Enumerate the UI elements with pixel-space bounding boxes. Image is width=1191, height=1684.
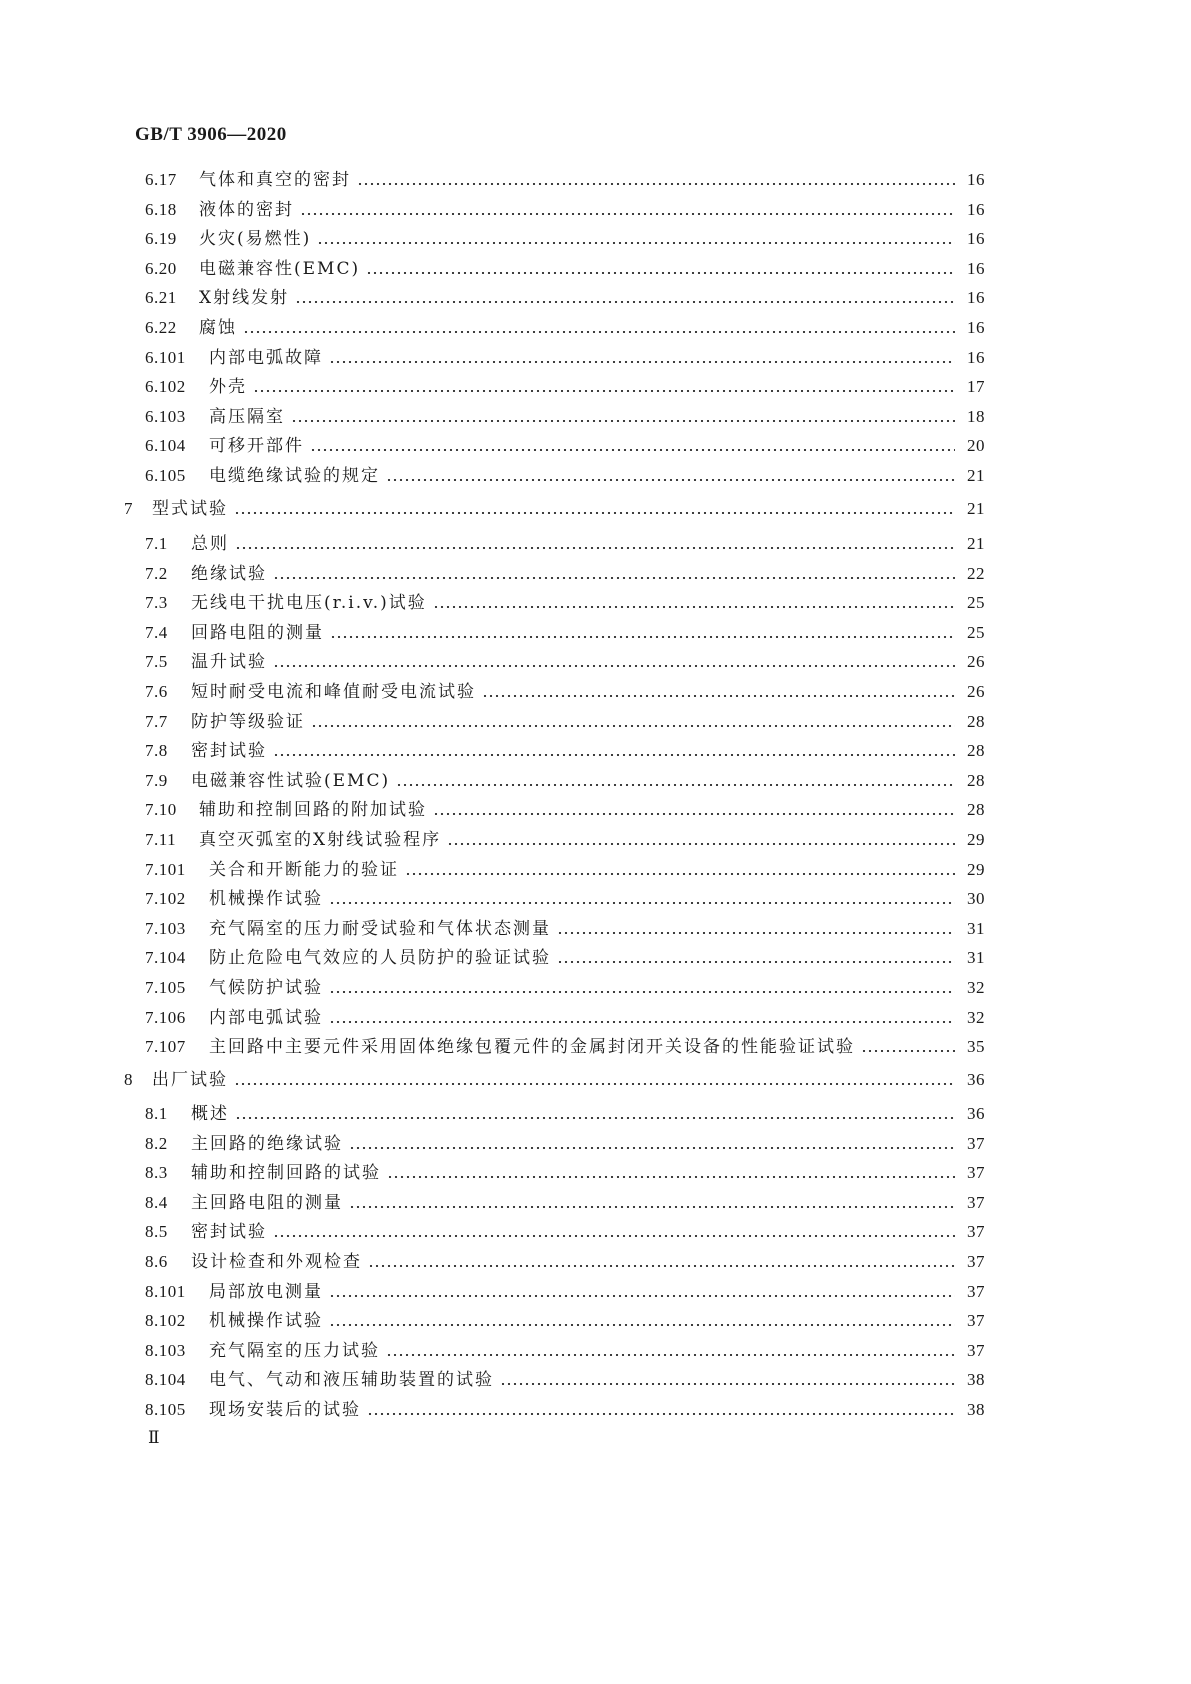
toc-entry-number: 7.3	[145, 593, 168, 613]
toc-entry[interactable]	[124, 1066, 985, 1094]
toc-entry-title: 充气隔室的压力耐受试验和气体状态测量	[209, 918, 551, 939]
toc-entry[interactable]	[145, 530, 985, 558]
toc-entry[interactable]	[145, 737, 985, 765]
toc-entry-title: 高压隔室	[209, 406, 285, 427]
toc-entry[interactable]	[145, 1100, 985, 1128]
toc-entry-page: 21	[967, 466, 985, 485]
toc-entry-page: 25	[967, 593, 985, 613]
toc-entry-title: 防止危险电气效应的人员防护的验证试验	[209, 948, 551, 969]
toc-entry[interactable]	[145, 648, 985, 676]
toc-entry[interactable]	[145, 708, 985, 736]
toc-entry-title: 无线电干扰电压(r.i.v.)试验	[191, 593, 427, 614]
toc-dot-leader	[234, 1083, 955, 1085]
toc-entry-title: 腐蚀	[199, 318, 237, 338]
toc-entry[interactable]	[145, 619, 985, 647]
toc-entry-page: 32	[967, 1007, 985, 1027]
toc-dot-leader	[368, 1265, 955, 1267]
toc-dot-leader	[253, 390, 955, 392]
toc-entry-title: 电磁兼容性(EMC)	[199, 258, 361, 279]
toc-entry-number: 6.21	[145, 288, 177, 308]
toc-entry-page: 16	[967, 347, 985, 367]
toc-dot-leader	[311, 725, 955, 727]
toc-entry[interactable]	[145, 255, 985, 283]
toc-entry-number: 6.105	[145, 466, 186, 485]
toc-entry-page: 38	[967, 1400, 985, 1419]
toc-entry-number: 7.2	[145, 563, 168, 583]
toc-dot-leader	[500, 1383, 955, 1385]
toc-dot-leader	[243, 331, 955, 333]
toc-entry-page: 37	[967, 1340, 985, 1360]
toc-entry-title: 外壳	[209, 377, 247, 398]
toc-dot-leader	[366, 272, 955, 274]
toc-entry[interactable]	[145, 1396, 985, 1424]
toc-entry-title: 内部电弧试验	[209, 1007, 323, 1028]
toc-entry-title: 温升试验	[191, 652, 267, 673]
toc-entry-number: 6.20	[145, 258, 177, 278]
toc-entry-page: 37	[967, 1163, 985, 1183]
toc-entry[interactable]	[145, 796, 985, 824]
toc-entry[interactable]	[145, 344, 985, 372]
toc-entry-number: 7.10	[145, 800, 177, 820]
toc-entry-number: 6.19	[145, 229, 177, 249]
toc-entry-page: 37	[967, 1192, 985, 1212]
toc-entry[interactable]	[145, 1248, 985, 1276]
toc-entry-page: 31	[967, 948, 985, 968]
toc-entry-number: 7.9	[145, 770, 168, 790]
toc-entry-title: 型式试验	[152, 499, 228, 519]
toc-entry-title: 短时耐受电流和峰值耐受电流试验	[191, 682, 476, 702]
toc-entry-page: 16	[967, 318, 985, 337]
toc-entry-number: 8.104	[145, 1370, 186, 1390]
toc-entry-page: 22	[967, 563, 985, 583]
toc-dot-leader	[433, 606, 955, 608]
toc-entry[interactable]	[145, 166, 985, 194]
toc-entry-title: 充气隔室的压力试验	[209, 1340, 380, 1361]
toc-entry-number: 7.7	[145, 711, 168, 731]
toc-entry-title: 辅助和控制回路的附加试验	[199, 800, 427, 821]
toc-entry-number: 8.105	[145, 1400, 186, 1419]
toc-entry[interactable]	[145, 826, 985, 854]
toc-entry-number: 7.4	[145, 622, 168, 642]
toc-dot-leader	[386, 1354, 955, 1356]
toc-entry[interactable]	[145, 1278, 985, 1306]
toc-entry-page: 28	[967, 770, 985, 790]
toc-dot-leader	[557, 932, 955, 934]
toc-entry[interactable]	[145, 1033, 985, 1061]
toc-entry-page: 37	[967, 1252, 985, 1271]
toc-entry-number: 7.103	[145, 918, 186, 938]
toc-entry-page: 28	[967, 741, 985, 761]
toc-entry-title: 主回路中主要元件采用固体绝缘包覆元件的金属封闭开关设备的性能验证试验	[209, 1037, 855, 1058]
toc-entry-page: 31	[967, 918, 985, 938]
toc-dot-leader	[357, 183, 955, 185]
toc-dot-leader	[329, 1295, 955, 1297]
toc-entry-page: 25	[967, 622, 985, 642]
toc-entry-page: 37	[967, 1133, 985, 1153]
toc-entry-title: 真空灭弧室的X射线试验程序	[199, 830, 442, 850]
toc-dot-leader	[861, 1050, 955, 1052]
toc-dot-leader	[386, 479, 955, 481]
toc-entry-page: 32	[967, 978, 985, 997]
toc-entry[interactable]	[145, 974, 985, 1002]
document-number: GB/T 3906—2020	[135, 124, 287, 145]
toc-dot-leader	[349, 1206, 955, 1208]
page-number: Ⅱ	[148, 1428, 160, 1447]
toc-entry-page: 28	[967, 711, 985, 731]
toc-entry[interactable]	[145, 678, 985, 706]
toc-entry-title: 火灾(易燃性)	[199, 229, 312, 250]
toc-entry-page: 36	[967, 1070, 985, 1089]
toc-dot-leader	[235, 1117, 955, 1119]
toc-entry-title: 回路电阻的测量	[191, 622, 324, 643]
toc-entry-page: 21	[967, 499, 985, 518]
toc-entry-number: 7.102	[145, 889, 186, 909]
toc-entry[interactable]	[145, 1337, 985, 1365]
toc-entry[interactable]	[145, 1307, 985, 1335]
toc-entry[interactable]	[145, 1366, 985, 1394]
toc-entry-title: 主回路的绝缘试验	[191, 1133, 343, 1154]
toc-entry-page: 16	[967, 288, 985, 308]
toc-entry-title: X射线发射	[199, 288, 290, 309]
toc-entry[interactable]	[145, 767, 985, 795]
toc-entry[interactable]	[145, 1159, 985, 1187]
toc-entry[interactable]	[145, 225, 985, 253]
toc-entry[interactable]	[145, 284, 985, 312]
toc-dot-leader	[273, 665, 955, 667]
toc-entry-page: 20	[967, 436, 985, 456]
toc-entry-number: 6.18	[145, 199, 177, 219]
toc-entry-page: 38	[967, 1370, 985, 1390]
toc-entry-page: 16	[967, 170, 985, 189]
toc-entry[interactable]	[145, 1218, 985, 1246]
toc-entry[interactable]	[145, 373, 985, 401]
toc-dot-leader	[273, 754, 955, 756]
toc-dot-leader	[447, 843, 955, 845]
toc-entry-page: 16	[967, 258, 985, 278]
toc-entry-number: 7.1	[145, 534, 168, 553]
toc-dot-leader	[317, 242, 955, 244]
toc-entry-page: 29	[967, 859, 985, 879]
toc-entry-page: 17	[967, 377, 985, 397]
toc-entry-number: 8.103	[145, 1340, 186, 1360]
toc-dot-leader	[330, 636, 955, 638]
toc-dot-leader	[295, 301, 955, 303]
toc-entry-number: 7.106	[145, 1007, 186, 1027]
toc-entry[interactable]	[124, 495, 985, 523]
toc-entry-title: 现场安装后的试验	[209, 1400, 361, 1420]
toc-entry-title: 概述	[191, 1104, 229, 1124]
toc-entry-title: 密封试验	[191, 1222, 267, 1243]
toc-entry-title: 液体的密封	[199, 199, 294, 220]
toc-entry-page: 21	[967, 534, 985, 553]
toc-entry-number: 8.6	[145, 1252, 168, 1271]
toc-dot-leader	[396, 784, 955, 786]
toc-entry[interactable]	[145, 856, 985, 884]
toc-entry-title: 局部放电测量	[209, 1281, 323, 1302]
toc-entry-number: 7.107	[145, 1037, 186, 1057]
toc-entry-title: 机械操作试验	[209, 1311, 323, 1332]
toc-entry-number: 6.102	[145, 377, 186, 397]
toc-dot-leader	[557, 961, 955, 963]
toc-entry[interactable]	[145, 1130, 985, 1158]
toc-entry[interactable]	[145, 1004, 985, 1032]
toc-entry[interactable]	[145, 885, 985, 913]
toc-entry[interactable]	[145, 196, 985, 224]
toc-entry-number: 7	[124, 499, 133, 518]
toc-entry-title: 出厂试验	[152, 1070, 228, 1090]
toc-entry-page: 16	[967, 199, 985, 219]
toc-entry-page: 29	[967, 830, 985, 849]
toc-dot-leader	[405, 873, 955, 875]
toc-dot-leader	[329, 361, 955, 363]
toc-entry-page: 26	[967, 652, 985, 672]
toc-entry[interactable]	[145, 560, 985, 588]
toc-entry-number: 6.17	[145, 170, 177, 189]
toc-entry-title: 设计检查和外观检查	[191, 1252, 362, 1272]
toc-entry-number: 7.5	[145, 652, 168, 672]
toc-entry-number: 8.101	[145, 1281, 186, 1301]
toc-entry-title: 电磁兼容性试验(EMC)	[191, 770, 391, 791]
toc-entry-number: 8	[124, 1070, 133, 1089]
toc-entry-number: 6.22	[145, 318, 177, 337]
toc-dot-leader	[234, 512, 955, 514]
toc-entry-number: 6.104	[145, 436, 186, 456]
toc-entry-page: 16	[967, 229, 985, 249]
toc-entry-title: 防护等级验证	[191, 711, 305, 732]
toc-entry-title: 可移开部件	[209, 436, 304, 457]
toc-entry[interactable]	[145, 1189, 985, 1217]
toc-entry-page: 26	[967, 682, 985, 701]
toc-dot-leader	[329, 1324, 955, 1326]
toc-entry-number: 8.4	[145, 1192, 168, 1212]
toc-dot-leader	[329, 1021, 955, 1023]
toc-entry-title: 主回路电阻的测量	[191, 1192, 343, 1213]
toc-dot-leader	[300, 213, 955, 215]
toc-entry-number: 7.11	[145, 830, 177, 849]
toc-entry-number: 7.8	[145, 741, 168, 761]
toc-entry-number: 8.3	[145, 1163, 168, 1183]
toc-entry-page: 37	[967, 1311, 985, 1331]
toc-entry-number: 8.5	[145, 1222, 168, 1242]
toc-dot-leader	[273, 1235, 955, 1237]
toc-entry-number: 6.103	[145, 406, 186, 426]
toc-entry-number: 7.6	[145, 682, 168, 701]
toc-entry-title: 辅助和控制回路的试验	[191, 1163, 381, 1184]
toc-entry-title: 气候防护试验	[209, 978, 323, 998]
toc-entry[interactable]	[145, 432, 985, 460]
toc-dot-leader	[433, 813, 955, 815]
toc-dot-leader	[387, 1176, 955, 1178]
toc-entry[interactable]	[145, 403, 985, 431]
toc-entry-page: 28	[967, 800, 985, 820]
toc-dot-leader	[235, 547, 955, 549]
toc-dot-leader	[482, 695, 955, 697]
toc-entry-number: 8.1	[145, 1104, 168, 1123]
toc-dot-leader	[291, 420, 955, 422]
toc-entry-number: 8.2	[145, 1133, 168, 1153]
toc-entry-title: 电气、气动和液压辅助装置的试验	[209, 1370, 494, 1391]
toc-entry-page: 18	[967, 406, 985, 426]
toc-entry[interactable]	[145, 462, 985, 490]
toc-entry-number: 8.102	[145, 1311, 186, 1331]
toc-entry-title: 电缆绝缘试验的规定	[209, 466, 380, 486]
toc-entry[interactable]	[145, 589, 985, 617]
toc-entry-title: 气体和真空的密封	[199, 170, 351, 190]
toc-entry[interactable]	[145, 915, 985, 943]
toc-entry-page: 37	[967, 1222, 985, 1242]
toc-entry-title: 关合和开断能力的验证	[209, 859, 399, 880]
toc-dot-leader	[310, 449, 955, 451]
toc-dot-leader	[349, 1147, 955, 1149]
toc-dot-leader	[329, 902, 955, 904]
toc-entry-title: 机械操作试验	[209, 889, 323, 910]
toc-entry-number: 7.104	[145, 948, 186, 968]
toc-entry-number: 7.101	[145, 859, 186, 879]
toc-dot-leader	[367, 1413, 955, 1415]
toc-entry-number: 7.105	[145, 978, 186, 997]
toc-entry[interactable]	[145, 314, 985, 342]
toc-entry-number: 6.101	[145, 347, 186, 367]
toc-entry[interactable]	[145, 944, 985, 972]
toc-entry-page: 30	[967, 889, 985, 909]
toc-entry-title: 密封试验	[191, 741, 267, 762]
toc-entry-title: 内部电弧故障	[209, 347, 323, 368]
toc-dot-leader	[273, 577, 955, 579]
toc-entry-page: 36	[967, 1104, 985, 1123]
toc-entry-page: 35	[967, 1037, 985, 1057]
toc-entry-title: 总则	[191, 534, 229, 554]
toc-entry-page: 37	[967, 1281, 985, 1301]
toc-dot-leader	[329, 991, 955, 993]
toc-entry-title: 绝缘试验	[191, 563, 267, 584]
